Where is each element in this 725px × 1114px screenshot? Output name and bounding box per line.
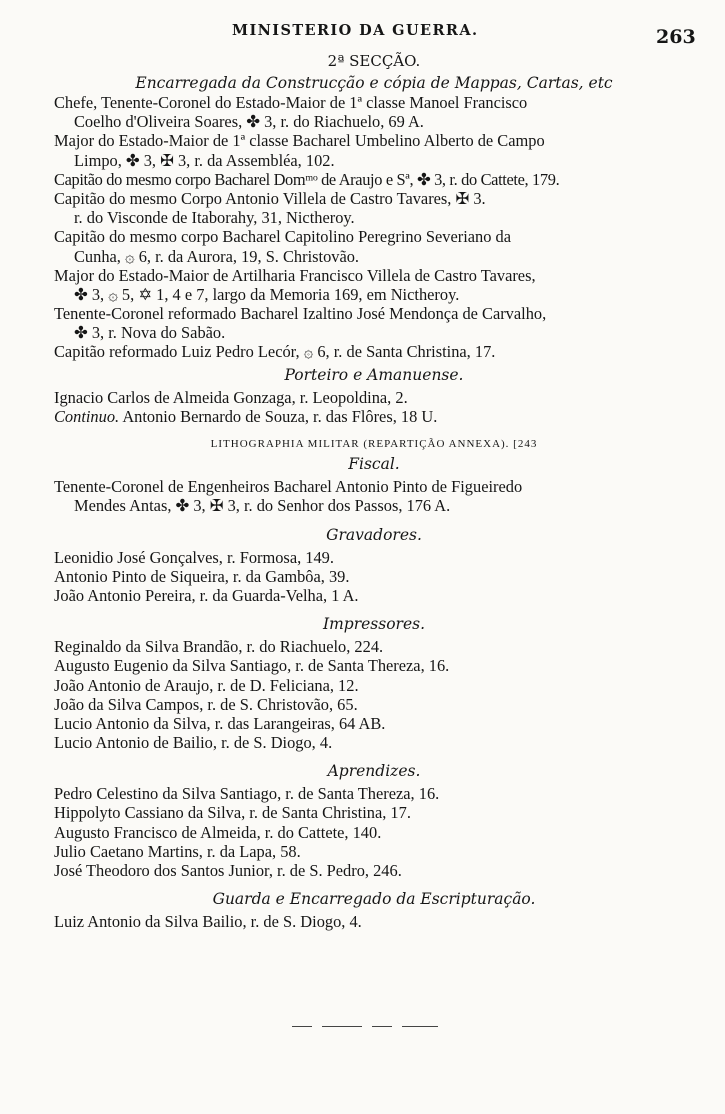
entry-line: Capitão do mesmo corpo Bacharel Capitolino Peregrino Severiano da (54, 227, 511, 247)
entry-line: ✤ 3, r. Nova do Sabão. (74, 323, 226, 343)
impressores-line: João Antonio de Araujo, r. de D. Feliciana, 12. (54, 675, 359, 695)
body-text (54, 50, 694, 931)
entry-line: Capitão do mesmo corpo Bacharel Domᵐᵒ de Araujo e Sª, ✤ 3, r. do Cattete, 179. (54, 169, 560, 189)
section-label: 2ª SECÇÃO. (327, 52, 421, 70)
continuo-line (54, 407, 694, 426)
aprendizes-line: Augusto Francisco de Almeida, r. do Cattete, 140. (54, 822, 382, 842)
fiscal-line: Tenente-Coronel de Engenheiros Bacharel Antonio Pinto de Figueiredo (54, 477, 523, 497)
impressores-line: Reginaldo da Silva Brandão, r. do Riachuelo, 224. (54, 637, 384, 657)
intro-heading: Encarregada da Construcção e cópia de Mappas, Cartas, etc (135, 74, 613, 92)
guarda-line: Luiz Antonio da Silva Bailio, r. de S. Diogo, 4. (54, 912, 362, 932)
closing-rule-segment (372, 1026, 392, 1027)
entry-line: Capitão reformado Luiz Pedro Lecór, ۞ 6, r. de Santa Christina, 17. (54, 342, 496, 362)
aprendizes-line: Pedro Celestino da Silva Santiago, r. de Santa Thereza, 16. (54, 784, 440, 804)
porteiro-line: Ignacio Carlos de Almeida Gonzaga, r. Leopoldina, 2. (54, 387, 408, 407)
guarda-heading: Guarda e Encarregado da Escripturação. (212, 890, 536, 909)
entry-line: r. do Visconde de Itaborahy, 31, Nictheroy. (74, 208, 355, 228)
entry-line: Limpo, ✤ 3, ✠ 3, r. da Assembléa, 102. (74, 150, 335, 170)
closing-rule-segment (402, 1026, 438, 1027)
impressores-line: Lucio Antonio da Silva, r. das Larangeiras, 64 AB. (54, 713, 386, 733)
page-number: 263 (656, 26, 696, 48)
entry-line: Chefe, Tenente-Coronel do Estado-Maior de 1ª classe Manoel Francisco (54, 93, 528, 112)
aprendizes-line: Julio Caetano Martins, r. da Lapa, 58. (54, 841, 301, 861)
entry-line: Tenente-Coronel reformado Bacharel Izaltino José Mendonça de Carvalho, (54, 304, 547, 324)
aprendizes-line: José Theodoro dos Santos Junior, r. de S. Pedro, 246. (54, 861, 402, 880)
gravadores-heading: Gravadores. (326, 525, 422, 544)
fiscal-line: Mendes Antas, ✤ 3, ✠ 3, r. do Senhor dos Passos, 176 A. (74, 496, 451, 516)
gravadores-line: João Antonio Pereira, r. da Guarda-Velha, 1 A. (54, 585, 359, 605)
aprendizes-heading: Aprendizes. (327, 762, 421, 781)
closing-rule-segment (292, 1026, 312, 1027)
gravadores-line: Leonidio José Gonçalves, r. Formosa, 149. (54, 547, 334, 567)
impressores-line: João da Silva Campos, r. de S. Christovão, 65. (54, 694, 358, 714)
gravadores-line: Antonio Pinto de Siqueira, r. da Gambôa, 39. (54, 566, 350, 586)
page-header (0, 18, 725, 48)
entry-line: Coelho d'Oliveira Soares, ✤ 3, r. do Riachuelo, 69 A. (74, 112, 424, 132)
porteiro-heading: Porteiro e Amanuense. (284, 365, 464, 384)
closing-rule-segment (322, 1026, 362, 1027)
impressores-line: Augusto Eugenio da Silva Santiago, r. de Santa Thereza, 16. (54, 656, 450, 676)
entry-line: ✤ 3, ۞ 5, ✡ 1, 4 e 7, largo da Memoria 169, em Nictheroy. (74, 284, 460, 304)
impressores-heading: Impressores. (322, 615, 426, 634)
entry-line: Capitão do mesmo Corpo Antonio Villela de Castro Tavares, ✠ 3. (54, 188, 486, 208)
lithographia-heading: LITHOGRAPHIA MILITAR (REPARTIÇÃO ANNEXA). [243 (210, 438, 538, 450)
entry-line: Major do Estado-Maior de Artilharia Francisco Villela de Castro Tavares, (54, 265, 536, 285)
aprendizes-line: Hippolyto Cassiano da Silva, r. de Santa Christina, 17. (54, 803, 411, 823)
entry-line: Major do Estado-Maior de 1ª classe Bacharel Umbelino Alberto de Campo (54, 131, 545, 151)
entries-block-1 (54, 93, 694, 362)
continuo-label: Continuo. (54, 406, 120, 426)
entry-line: Cunha, ۞ 6, r. da Aurora, 19, S. Christovão. (74, 246, 360, 266)
running-title: MINISTERIO DA GUERRA. (232, 22, 479, 39)
fiscal-heading: Fiscal. (348, 455, 400, 474)
continuo-text: Antonio Bernardo de Souza, r. das Flôres, 18 U. (119, 406, 438, 426)
impressores-line: Lucio Antonio de Bailio, r. de S. Diogo, 4. (54, 733, 333, 753)
